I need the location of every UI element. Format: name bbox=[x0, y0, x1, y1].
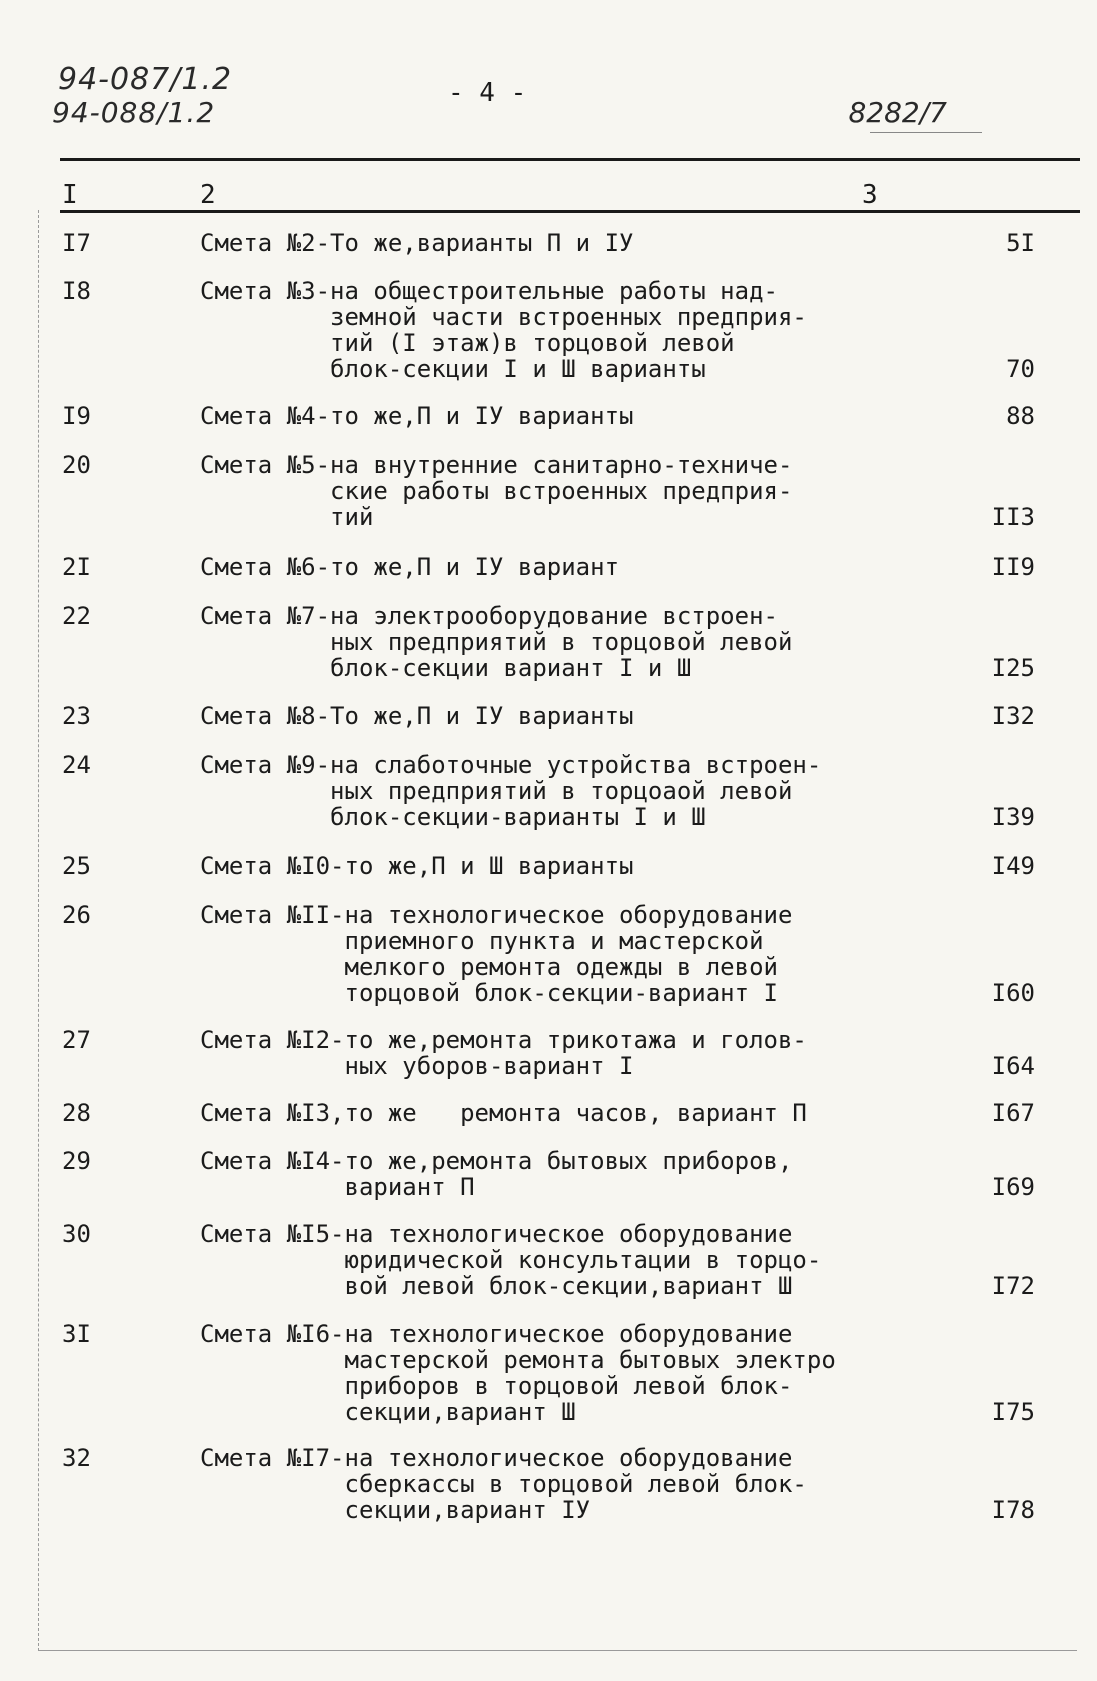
row-page-number: I25 bbox=[991, 654, 1035, 682]
description-line: Смета №6-то же,П и IУ вариант bbox=[200, 553, 620, 581]
row-page-number: 88 bbox=[1006, 402, 1035, 430]
description-line: Смета №I2-то же,ремонта трикотажа и голов- bbox=[200, 1026, 807, 1054]
row-description bbox=[200, 603, 900, 681]
description-line: Смета №7-на электрооборудование встроен- bbox=[200, 602, 778, 630]
row-description bbox=[200, 1148, 900, 1200]
row-page-number: I69 bbox=[991, 1173, 1035, 1201]
row-description bbox=[200, 1027, 900, 1079]
bottom-border-line bbox=[38, 1650, 1077, 1651]
row-number: 26 bbox=[62, 901, 91, 929]
row-description bbox=[200, 1445, 900, 1523]
description-line: секции,вариант Ш bbox=[200, 1398, 576, 1426]
description-line: Смета №5-на внутренние санитарно-техниче- bbox=[200, 451, 793, 479]
row-page-number: I32 bbox=[991, 702, 1035, 730]
document-code-line-2: 94-088/1.2 bbox=[52, 96, 216, 129]
description-line: приборов в торцовой левой блок- bbox=[200, 1372, 793, 1400]
row-number: 32 bbox=[62, 1444, 91, 1472]
description-line: ных уборов-вариант I bbox=[200, 1052, 634, 1080]
document-code-line-1: 94-087/1.2 bbox=[58, 62, 233, 97]
description-line: секции,вариант IУ bbox=[200, 1496, 591, 1524]
description-line: юридической консультации в торцо- bbox=[200, 1246, 822, 1274]
row-number: 23 bbox=[62, 702, 91, 730]
description-line: мелкого ремонта одежды в левой bbox=[200, 953, 778, 981]
row-description bbox=[200, 452, 900, 530]
description-line: Смета №I5-на технологическое оборудование bbox=[200, 1220, 793, 1248]
row-description bbox=[200, 752, 900, 830]
row-page-number: I60 bbox=[991, 979, 1035, 1007]
description-line: тий bbox=[200, 503, 374, 531]
row-page-number: II9 bbox=[991, 553, 1035, 581]
row-page-number: I39 bbox=[991, 803, 1035, 831]
description-line: Смета №I0-то же,П и Ш варианты bbox=[200, 852, 634, 880]
description-line: Смета №I4-то же,ремонта бытовых приборов, bbox=[200, 1147, 793, 1175]
table-header-rule bbox=[60, 210, 1080, 213]
row-page-number: I64 bbox=[991, 1052, 1035, 1080]
description-line: Смета №I3,то же ремонта часов, вариант П bbox=[200, 1099, 807, 1127]
row-description bbox=[200, 1321, 900, 1425]
description-line: сберкассы в торцовой левой блок- bbox=[200, 1470, 807, 1498]
description-line: Смета №9-на слаботочные устройства встроен- bbox=[200, 751, 822, 779]
description-line: мастерской ремонта бытовых электро bbox=[200, 1346, 836, 1374]
table-top-rule bbox=[60, 158, 1080, 161]
row-description bbox=[200, 1100, 900, 1126]
description-line: вой левой блок-секции,вариант Ш bbox=[200, 1272, 793, 1300]
row-description bbox=[200, 278, 900, 382]
row-page-number: II3 bbox=[991, 503, 1035, 531]
description-line: ские работы встроенных предприя- bbox=[200, 477, 793, 505]
row-page-number: I75 bbox=[991, 1398, 1035, 1426]
row-description bbox=[200, 703, 900, 729]
row-number: 25 bbox=[62, 852, 91, 880]
row-number: 27 bbox=[62, 1026, 91, 1054]
row-number: 22 bbox=[62, 602, 91, 630]
left-margin-line bbox=[38, 210, 39, 1651]
row-description bbox=[200, 403, 900, 429]
reference-underline bbox=[870, 132, 982, 133]
column-header-number: I bbox=[62, 180, 78, 210]
row-page-number: 5I bbox=[1006, 229, 1035, 257]
description-line: Смета №3-на общестроительные работы над- bbox=[200, 277, 778, 305]
description-line: блок-секции I и Ш варианты bbox=[200, 355, 706, 383]
page-number: - 4 - bbox=[448, 78, 527, 108]
row-page-number: I78 bbox=[991, 1496, 1035, 1524]
description-line: Смета №8-То же,П и IУ варианты bbox=[200, 702, 634, 730]
description-line: торцовой блок-секции-вариант I bbox=[200, 979, 778, 1007]
description-line: Смета №I7-на технологическое оборудование bbox=[200, 1444, 793, 1472]
row-description bbox=[200, 853, 900, 879]
column-header-page: 3 bbox=[862, 180, 878, 210]
description-line: ных предприятий в торцовой левой bbox=[200, 628, 793, 656]
row-description bbox=[200, 230, 900, 256]
row-page-number: I49 bbox=[991, 852, 1035, 880]
row-page-number: I72 bbox=[991, 1272, 1035, 1300]
row-number: 2I bbox=[62, 553, 91, 581]
description-line: Смета №2-То же,варианты П и IУ bbox=[200, 229, 634, 257]
description-line: приемного пункта и мастерской bbox=[200, 927, 764, 955]
row-description bbox=[200, 554, 900, 580]
row-page-number: I67 bbox=[991, 1099, 1035, 1127]
description-line: Смета №II-на технологическое оборудование bbox=[200, 901, 793, 929]
description-line: тий (I этаж)в торцовой левой bbox=[200, 329, 735, 357]
row-number: 3I bbox=[62, 1320, 91, 1348]
row-number: 28 bbox=[62, 1099, 91, 1127]
row-number: 29 bbox=[62, 1147, 91, 1175]
row-number: I7 bbox=[62, 229, 91, 257]
row-description bbox=[200, 1221, 900, 1299]
description-line: ных предприятий в торцоаой левой bbox=[200, 777, 793, 805]
row-page-number: 70 bbox=[1006, 355, 1035, 383]
row-number: 30 bbox=[62, 1220, 91, 1248]
description-line: земной части встроенных предприя- bbox=[200, 303, 807, 331]
column-header-description: 2 bbox=[200, 180, 216, 210]
description-line: блок-секции вариант I и Ш bbox=[200, 654, 692, 682]
row-number: I8 bbox=[62, 277, 91, 305]
row-number: 20 bbox=[62, 451, 91, 479]
description-line: Смета №4-то же,П и IУ варианты bbox=[200, 402, 634, 430]
description-line: Смета №I6-на технологическое оборудование bbox=[200, 1320, 793, 1348]
description-line: вариант П bbox=[200, 1173, 475, 1201]
row-number: I9 bbox=[62, 402, 91, 430]
reference-number: 8282/7 bbox=[848, 96, 947, 129]
row-description bbox=[200, 902, 900, 1006]
row-number: 24 bbox=[62, 751, 91, 779]
description-line: блок-секции-варианты I и Ш bbox=[200, 803, 706, 831]
